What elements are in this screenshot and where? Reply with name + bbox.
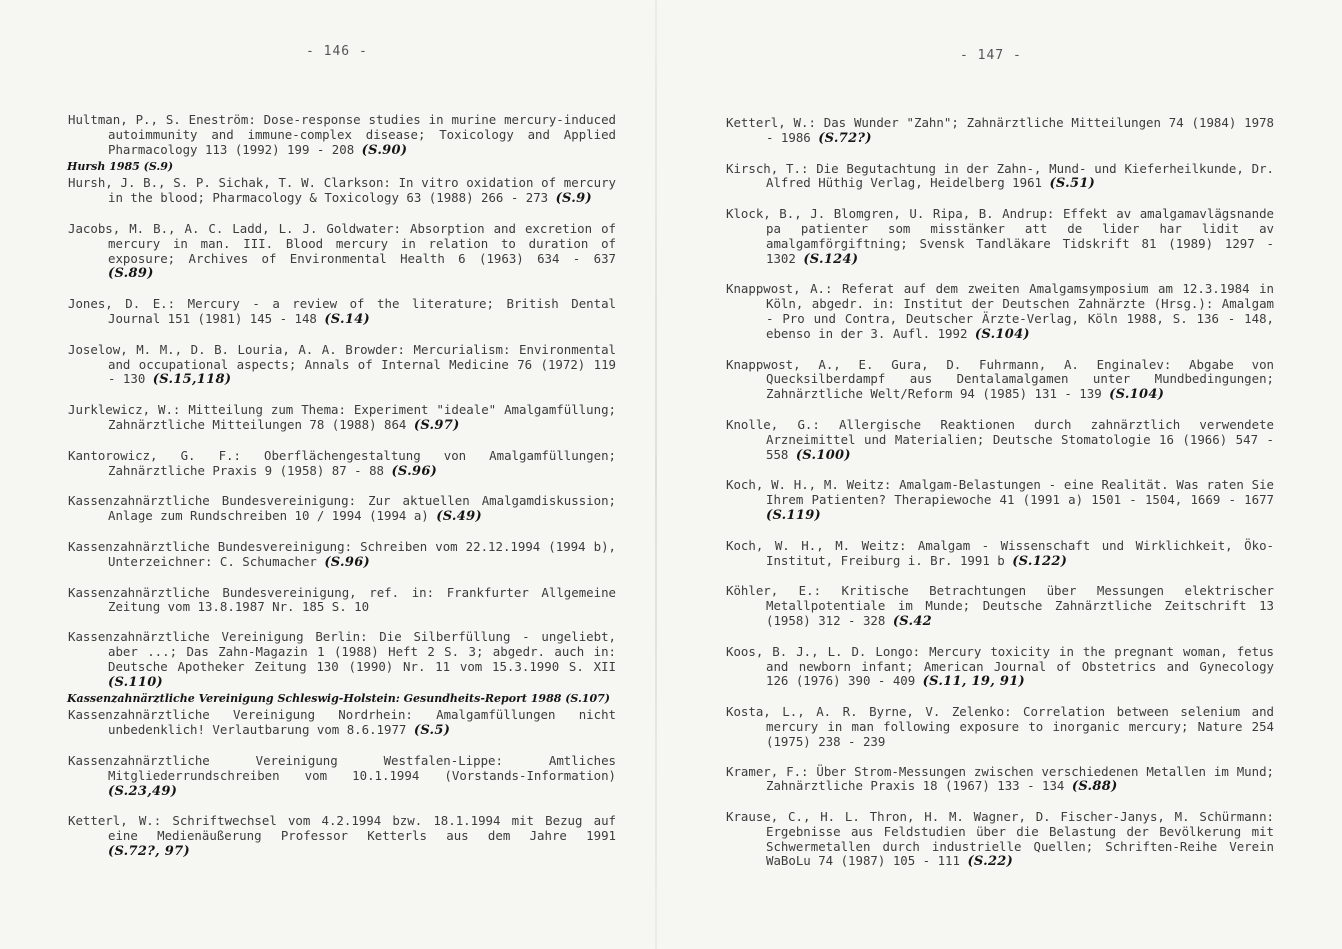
reference-entry xyxy=(726,539,1274,570)
reference-text: Kassenzahnärztliche Bundesvereinigung: Zur aktuellen Amalgamdiskussion; Anlage zum Rundschreiben 10 / 1994 (1994 a) xyxy=(68,493,616,524)
reference-text: Kassenzahnärztliche Vereinigung Westfalen-Lippe: Amtliches Mitgliederrundschreiben vom 10.1.1994 (Vorstands-Information) xyxy=(68,752,616,783)
handwritten-page-note: (S.124) xyxy=(803,251,859,267)
handwritten-page-note: (S.11, 19, 91) xyxy=(922,674,1026,690)
reference-entry xyxy=(68,754,616,799)
handwritten-page-note: (S.104) xyxy=(1109,387,1165,403)
reference-entry xyxy=(68,708,616,739)
reference-entry xyxy=(726,645,1274,690)
reference-text: Köhler, E.: Kritische Betrachtungen über Messungen elektrischer Metallpotentiale im Munde; Deutsche Zahnärztliche Zeitschrift 13 (1958) 312 - 328 xyxy=(726,583,1274,628)
reference-entry xyxy=(68,814,616,859)
reference-entry xyxy=(68,297,616,328)
reference-entry xyxy=(726,478,1274,523)
reference-text: Klock, B., J. Blomgren, U. Ripa, B. Andrup: Effekt av amalgamavlägsnande pa patienter som misstänker att de lider har lidit av amalgamförgiftning; Svensk Tandläkare Tidskrift 81 (1989) 1297 - 1302 xyxy=(726,206,1274,266)
reference-text: Kassenzahnärztliche Vereinigung Nordrhein: Amalgamfüllungen nicht unbedenklich! Verlautbarung vom 8.6.1977 xyxy=(68,707,616,738)
handwritten-page-note: (S.90) xyxy=(361,142,408,158)
reference-text: Kassenzahnärztliche Bundesvereinigung, ref. in: Frankfurter Allgemeine Zeitung vom 13.8.1987 Nr. 185 S. 10 xyxy=(68,584,616,615)
right-page xyxy=(660,0,1342,949)
reference-text: Ketterl, W.: Das Wunder "Zahn"; Zahnärztliche Mitteilungen 74 (1984) 1978 - 1986 xyxy=(726,115,1274,145)
reference-text: Hursh, J. B., S. P. Sichak, T. W. Clarkson: In vitro oxidation of mercury in the blood; Pharmacology & Toxicology 63 (1988) 266 - 273 xyxy=(68,175,616,206)
reference-entry xyxy=(68,540,616,571)
reference-text: Hultman, P., S. Eneström: Dose-response studies in murine mercury-induced autoimmunity and immune-complex disease; Toxicology and Applied Pharmacology 113 (1992) 199 - 208 xyxy=(68,112,616,157)
reference-entry xyxy=(726,765,1274,796)
reference-entry xyxy=(68,113,616,158)
reference-text: Krause, C., H. L. Thron, H. M. Wagner, D. Fischer-Janys, M. Schürmann: Ergebnisse aus Feldstudien über die Belastung der Bevölkerung mit Schwermetallen durch industrielle Quellen; Schriften-Reihe Verein WaBoLu 74 (1987) 105 - 111 xyxy=(726,809,1274,869)
reference-text: Koch, W. H., M. Weitz: Amalgam-Belastungen - eine Realität. Was raten Sie Ihrem Patienten? Therapiewoche 41 (1991 a) 1501 - 1504, 1669 - 1677 xyxy=(726,477,1274,508)
reference-text: Kirsch, T.: Die Begutachtung in der Zahn-, Mund- und Kieferheilkunde, Dr. Alfred Hüthig Verlag, Heidelberg 1961 xyxy=(726,160,1274,191)
handwritten-page-note: (S.15,118) xyxy=(152,372,232,388)
reference-text: Knappwost, A.: Referat auf dem zweiten Amalgamsymposium am 12.3.1984 in Köln, abgedr. in: Institut der Deutschen Zahnärzte (Hrsg.): Amalgam - Pro und Contra, Deutscher Ärzte-Verlag, Köln 1988, S. 136 - 148, ebenso in der 3. Aufl. 1992 xyxy=(726,281,1274,341)
reference-text: Jurklewicz, W.: Mitteilung zum Thema: Experiment "ideale" Amalgamfüllung; Zahnärztliche Mitteilungen 78 (1988) 864 xyxy=(68,402,616,432)
handwritten-page-note: (S.72?, 97) xyxy=(108,843,190,859)
reference-text: Kassenzahnärztliche Vereinigung Berlin: Die Silberfüllung - ungeliebt, aber ...; Das Zahn-Magazin 1 (1988) Heft 2 S. 3; abgedr. auch in: Deutsche Apotheker Zeitung 130 (1990) Nr. 11 vom 15.3.1990 S. XII xyxy=(68,629,616,674)
page-number: - 146 - xyxy=(306,44,368,59)
handwritten-page-note: (S.88) xyxy=(1071,779,1118,795)
handwritten-page-note: (S.42 xyxy=(892,613,933,629)
page-number: - 147 - xyxy=(960,48,1022,63)
handwritten-page-note: (S.104) xyxy=(974,326,1030,342)
reference-entry xyxy=(726,810,1274,870)
reference-entry xyxy=(68,403,616,434)
reference-entry xyxy=(726,207,1274,267)
reference-entry xyxy=(726,705,1274,749)
handwritten-page-note: (S.89) xyxy=(108,266,154,282)
reference-entry xyxy=(726,358,1274,403)
handwritten-page-note: (S.23,49) xyxy=(108,783,178,799)
reference-text: Knappwost, A., E. Gura, D. Fuhrmann, A. Enginalev: Abgabe von Quecksilberdampf aus Dentalamalgamen unter Mundbedingungen; Zahnärztliche Welt/Reform 94 (1985) 131 - 139 xyxy=(726,356,1274,402)
reference-entry xyxy=(68,586,616,616)
left-page xyxy=(0,0,660,949)
reference-entry xyxy=(68,630,616,690)
page-fold xyxy=(655,0,657,949)
reference-entry xyxy=(68,343,616,388)
handwritten-page-note: (S.14) xyxy=(324,311,370,327)
reference-text: Joselow, M. M., D. B. Louria, A. A. Browder: Mercurialism: Environmental and occupational aspects; Annals of Internal Medicine 76 (1972) 119 - 130 xyxy=(68,341,616,387)
handwritten-page-note: (S.51) xyxy=(1049,176,1096,192)
reference-text: Kosta, L., A. R. Byrne, V. Zelenko: Correlation between selenium and mercury in man following exposure to inorganic mercury; Nature 254 (1975) 238 - 239 xyxy=(726,704,1274,749)
reference-text: Ketterl, W.: Schriftwechsel vom 4.2.1994 bzw. 18.1.1994 mit Bezug auf eine Medienäußerung Professor Ketterls aus dem Jahre 1991 xyxy=(68,813,616,844)
reference-text: Koch, W. H., M. Weitz: Amalgam - Wissenschaft und Wirklichkeit, Öko-Institut, Freiburg i. Br. 1991 b xyxy=(726,537,1274,568)
reference-entry xyxy=(68,222,616,282)
reference-text: Jones, D. E.: Mercury - a review of the literature; British Dental Journal 151 (1981) 145 - 148 xyxy=(68,296,616,326)
reference-text: Knolle, G.: Allergische Reaktionen durch zahnärztlich verwendete Arzneimittel und Materialien; Deutsche Stomatologie 16 (1966) 547 - 558 xyxy=(726,416,1274,462)
handwritten-annotation: Hursh 1985 (S.9) xyxy=(67,160,174,174)
reference-text: Kramer, F.: Über Strom-Messungen zwischen verschiedenen Metallen im Mund; Zahnärztliche Praxis 18 (1967) 133 - 134 xyxy=(726,763,1274,794)
handwritten-page-note: (S.72?) xyxy=(818,130,872,146)
reference-list xyxy=(726,116,1274,885)
reference-text: Koos, B. J., L. D. Longo: Mercury toxicity in the pregnant woman, fetus and newborn infant; American Journal of Obstetrics and Gynecology 126 (1976) 390 - 409 xyxy=(726,643,1274,689)
handwritten-page-note: (S.119) xyxy=(766,507,821,523)
reference-entry xyxy=(726,282,1274,342)
reference-text: Jacobs, M. B., A. C. Ladd, L. J. Goldwater: Absorption and excretion of mercury in man. III. Blood mercury in relation to duration of exposure; Archives of Environmental Health 6 (1963) 634 - 637 xyxy=(68,220,616,266)
reference-entry xyxy=(726,116,1274,147)
reference-entry xyxy=(68,494,616,525)
reference-entry xyxy=(726,584,1274,629)
handwritten-page-note: (S.96) xyxy=(391,463,438,479)
reference-entry xyxy=(726,418,1274,463)
reference-text: Kassenzahnärztliche Bundesvereinigung: Schreiben vom 22.12.1994 (1994 b), Unterzeichner: C. Schumacher xyxy=(68,538,616,569)
handwritten-annotation: Kassenzahnärztliche Vereinigung Schleswig-Holstein: Gesundheits-Report 1988 (S.107) xyxy=(67,692,610,706)
handwritten-page-note: (S.9) xyxy=(555,191,592,207)
reference-list xyxy=(68,113,616,875)
reference-entry xyxy=(726,162,1274,193)
reference-entry xyxy=(68,449,616,480)
reference-text: Kantorowicz, G. F.: Oberflächengestaltung von Amalgamfüllungen; Zahnärztliche Praxis 9 (1958) 87 - 88 xyxy=(68,447,616,478)
handwritten-page-note: (S.5) xyxy=(413,723,451,739)
handwritten-page-note: (S.110) xyxy=(108,674,163,690)
handwritten-page-note: (S.97) xyxy=(413,417,460,433)
handwritten-page-note: (S.96) xyxy=(324,554,370,570)
handwritten-page-note: (S.22) xyxy=(967,854,1014,870)
handwritten-page-note: (S.122) xyxy=(1012,553,1068,569)
handwritten-page-note: (S.49) xyxy=(436,509,482,525)
reference-entry xyxy=(68,176,616,207)
handwritten-page-note: (S.100) xyxy=(795,447,851,463)
